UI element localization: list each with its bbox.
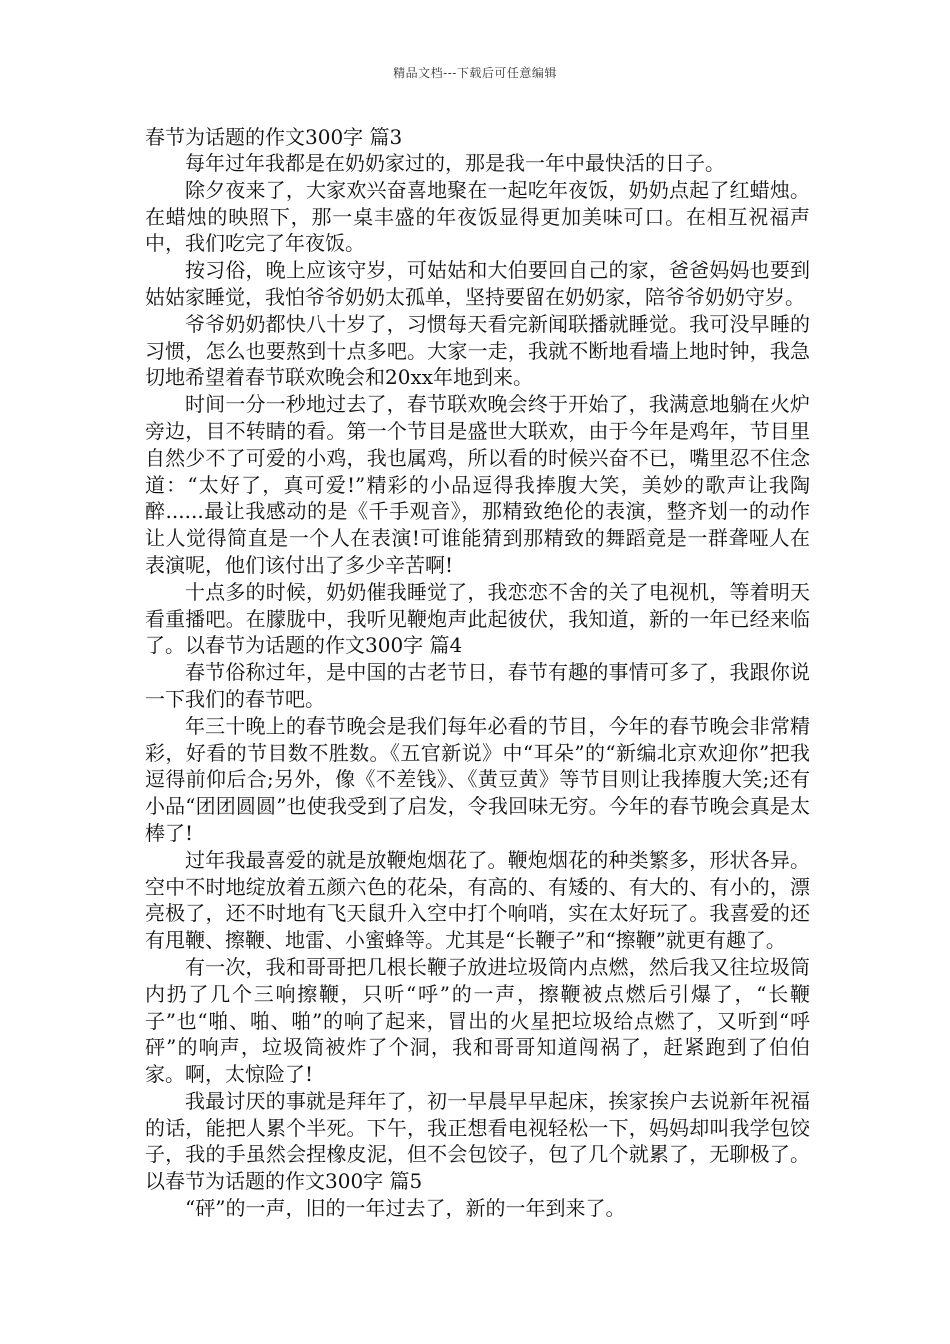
paragraph: 爷爷奶奶都快八十岁了，习惯每天看完新闻联播就睡觉。我可没早睡的习惯，怎么也要熬到十点多吧。大家一走，我就不断地看墙上地时钟，我急切地希望着春节联欢晚会和20xx年地到来。 [145,311,810,390]
paragraph: 按习俗，晚上应该守岁，可姑姑和大伯要回自己的家，爸爸妈妈也要到姑姑家睡觉，我怕爷爷奶奶太孤单，坚持要留在奶奶家，陪爷爷奶奶守岁。 [145,258,810,309]
paragraph: 时间一分一秒地过去了，春节联欢晚会终于开始了，我满意地躺在火炉旁边，目不转睛的看。第一个节目是盛世大联欢，由于今年是鸡年，节目里自然少不了可爱的小鸡，我也属鸡，所以看的时候兴奋不已，嘴里忍不住念道：“太好了，真可爱!”精彩的小品逗得我捧腹大笑，美妙的歌声让我陶醉......最让我感动的是《千手观音》，那精致绝伦的表演，整齐划一的动作让人觉得简直是一个人在表演!可谁能猜到那精致的舞蹈竟是一群聋哑人在表演呢，他们该付出了多少辛苦啊! [145,392,810,577]
paragraph: 我最讨厌的事就是拜年了，初一早晨早早起床，挨家挨户去说新年祝福的话，能把人累个半死。下午，我正想看电视轻松一下，妈妈却叫我学包饺子，我的手虽然会捏橡皮泥，但不会包饺子，包了几个就累了，无聊极了。以春节为话题的作文300字 篇5 [145,1088,810,1194]
paragraph: 年三十晚上的春节晚会是我们每年必看的节目，今年的春节晚会非常精彩，好看的节目数不胜数。《五官新说》中“耳朵”的“新编北京欢迎你”把我逗得前仰后合;另外，像《不差钱》、《黄豆黄》等节目则让我捧腹大笑;还有小品“团团圆圆”也使我受到了启发，令我回味无穷。今年的春节晚会真是太棒了! [145,713,810,845]
paragraph: “砰”的一声，旧的一年过去了，新的一年到来了。 [185,1196,626,1221]
paragraph: 春节俗称过年，是中国的古老节日，春节有趣的事情可多了，我跟你说一下我们的春节吧。 [145,660,810,711]
document-body [145,124,810,1222]
paragraph: 每年过年我都是在奶奶家过的，那是我一年中最快活的日子。 [185,151,725,175]
paragraph: 过年我最喜爱的就是放鞭炮烟花了。鞭炮烟花的种类繁多，形状各异。空中不时地绽放着五颜六色的花朵，有高的、有矮的、有大的、有小的，漂亮极了，还不时地有飞天鼠升入空中打个响哨，实在太好玩了。我喜爱的还有甩鞭、擦鞭、地雷、小蜜蜂等。尤其是“长鞭子”和“擦鞭”就更有趣了。 [145,847,810,953]
paragraph: 十点多的时候，奶奶催我睡觉了，我恋恋不舍的关了电视机，等着明天看重播吧。在朦胧中，我听见鞭炮声此起彼伏，我知道，新的一年已经来临了。以春节为话题的作文300字 篇4 [145,579,810,658]
page-header: 精品文档---下载后可任意编辑 [393,66,557,80]
essay-title: 春节为话题的作文300字 篇3 [145,125,403,149]
paragraph: 有一次，我和哥哥把几根长鞭子放进垃圾筒内点燃，然后我又往垃圾筒内扔了几个三响擦鞭，只听“呼”的一声，擦鞭被点燃后引爆了，“长鞭子”也“啪、啪、啪”的响了起来，冒出的火星把垃圾给点燃了，又听到“呼砰”的响声，垃圾筒被炸了个洞，我和哥哥知道闯祸了，赶紧跑到了伯伯家。啊，太惊险了! [145,954,810,1087]
paragraph: 除夕夜来了，大家欢兴奋喜地聚在一起吃年夜饭，奶奶点起了红蜡烛。在蜡烛的映照下，那一桌丰盛的年夜饭显得更加美味可口。在相互祝福声中，我们吃完了年夜饭。 [145,177,810,256]
